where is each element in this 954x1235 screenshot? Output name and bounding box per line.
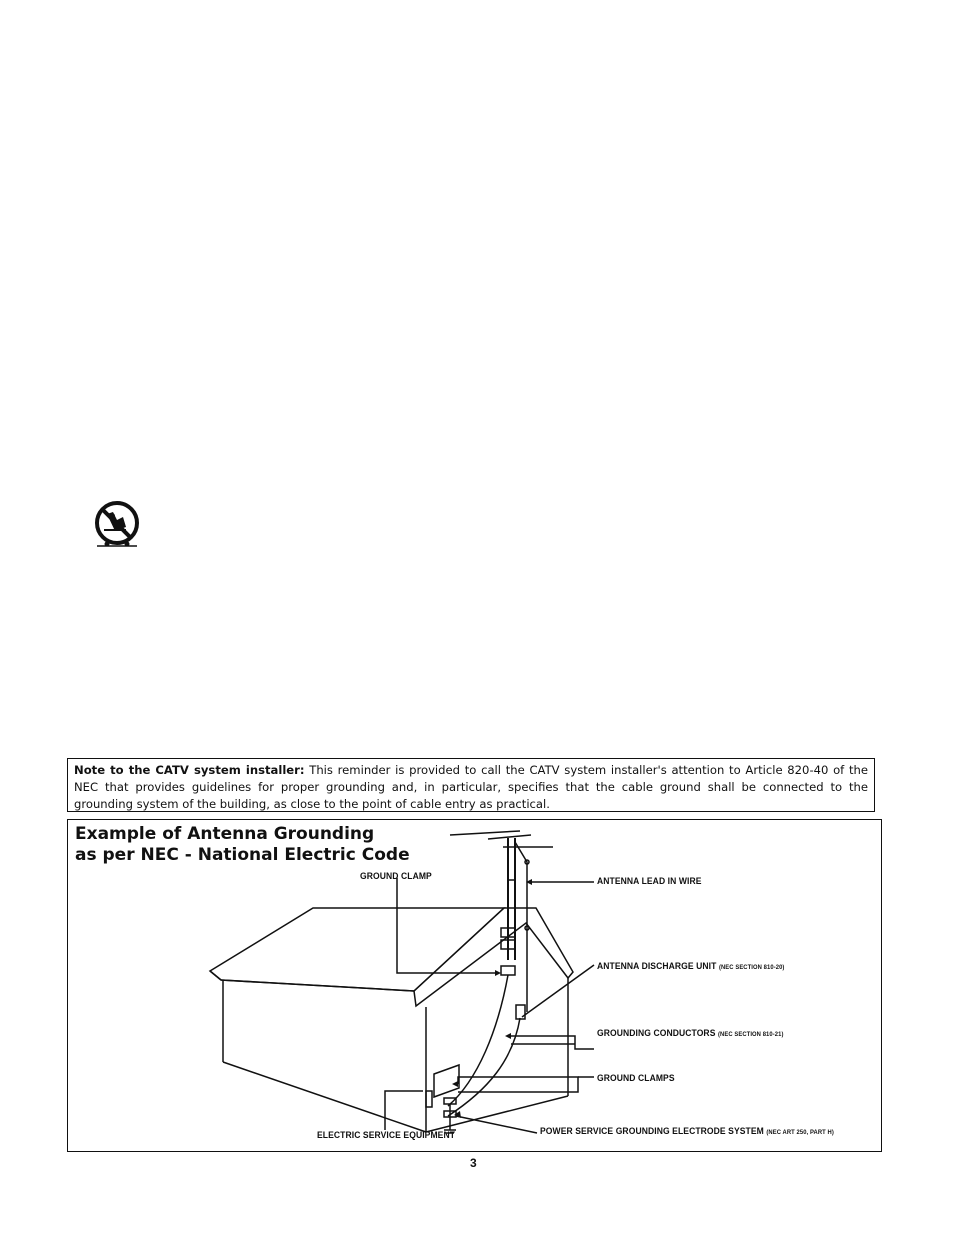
label-electric-service: ELECTRIC SERVICE EQUIPMENT bbox=[317, 1130, 456, 1141]
label-power-service bbox=[540, 1126, 834, 1137]
label-antenna-lead: ANTENNA LEAD IN WIRE bbox=[597, 876, 702, 887]
note-lead: Note to the CATV system installer: bbox=[74, 763, 305, 777]
label-discharge-unit-ref: (NEC SECTION 810-20) bbox=[718, 964, 785, 971]
label-discharge-unit-text: ANTENNA DISCHARGE UNIT bbox=[597, 961, 717, 972]
label-grounding-conductors-text: GROUNDING CONDUCTORS bbox=[597, 1028, 716, 1039]
page-number: 3 bbox=[470, 1156, 477, 1170]
antenna-grounding-example bbox=[67, 819, 882, 1152]
cart-warning-icon bbox=[93, 500, 141, 550]
label-grounding-conductors-ref: (NEC SECTION 810-21) bbox=[717, 1031, 784, 1038]
antenna-grounding-diagram bbox=[68, 820, 883, 1153]
label-ground-clamps: GROUND CLAMPS bbox=[597, 1073, 675, 1084]
label-grounding-conductors bbox=[597, 1028, 783, 1039]
example-title-line2: as per NEC - National Electric Code bbox=[75, 845, 410, 865]
label-power-service-text: POWER SERVICE GROUNDING ELECTRODE SYSTEM bbox=[540, 1126, 764, 1137]
label-discharge-unit bbox=[597, 961, 784, 972]
label-ground-clamp: GROUND CLAMP bbox=[360, 871, 432, 882]
note-text: This reminder is provided to call the CATV system installer's attention to Article 820-40 of the NEC that provides guidelines for proper grounding and, in particular, specifies that the cable ground shall be connected to the grounding system of the building, as close to the point of cable entry as practical. bbox=[74, 763, 869, 811]
label-power-service-ref: (NEC ART 250, PART H) bbox=[766, 1129, 834, 1136]
example-title bbox=[75, 824, 410, 866]
example-title-line1: Example of Antenna Grounding bbox=[75, 824, 375, 844]
catv-note bbox=[67, 758, 875, 812]
